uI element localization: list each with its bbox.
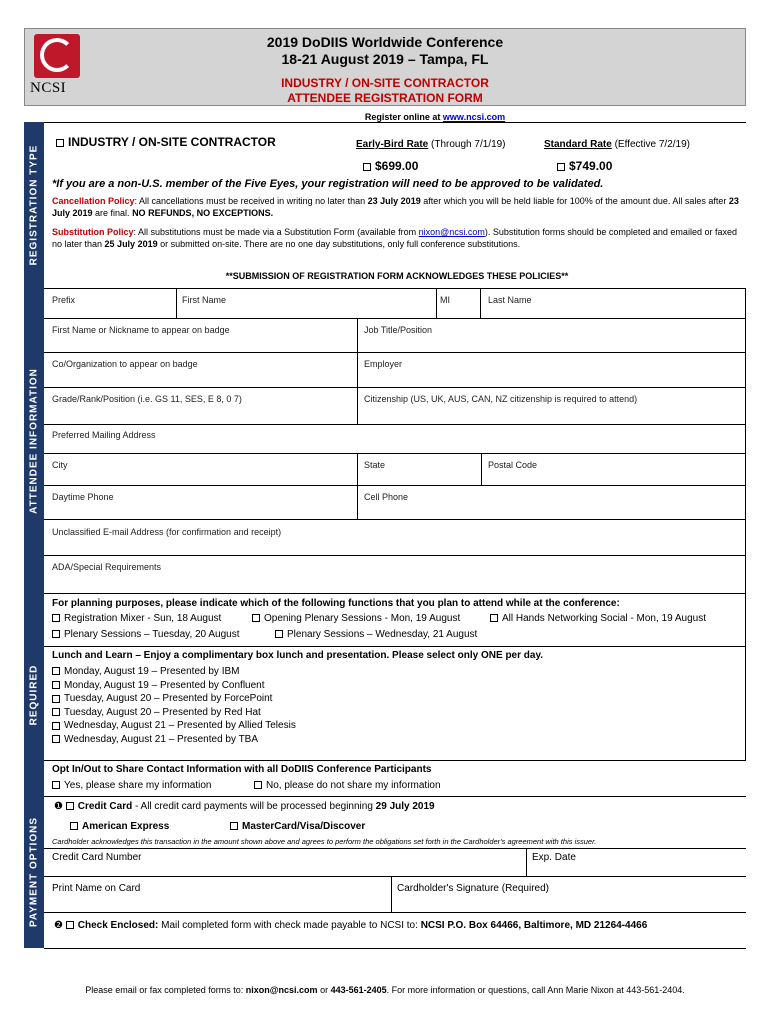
check-option[interactable]: ❷ Check Enclosed: Mail completed form with check made payable to NCSI to: NCSI P.O. Box 64466, Baltimore, MD 21264-4466: [54, 920, 648, 931]
checkbox-icon[interactable]: [52, 722, 60, 730]
checkbox-icon[interactable]: [52, 708, 60, 716]
planning-title: For planning purposes, please indicate which of the following functions that you plan to attend while at the conference:: [52, 598, 620, 609]
divider: [44, 519, 746, 520]
form-subtitle-1: INDUSTRY / ON-SITE CONTRACTOR: [281, 76, 489, 90]
signature-field[interactable]: Cardholder's Signature (Required): [397, 883, 549, 894]
form-subtitle-2: ATTENDEE REGISTRATION FORM: [287, 91, 483, 105]
footer-note: Please email or fax completed forms to: nixon@ncsi.com or 443-561-2405. For more information or questions, call Ann Marie Nixon at 443-561-2404.: [85, 985, 685, 995]
divider: [44, 646, 746, 647]
sidebar-registration-type: REGISTRATION TYPE: [24, 122, 44, 288]
prefix-field[interactable]: Prefix: [52, 295, 76, 305]
conference-title: 2019 DoDIIS Worldwide Conference: [266, 34, 504, 50]
divider: [357, 318, 358, 424]
divider: [481, 453, 482, 485]
checkbox-icon[interactable]: [275, 630, 283, 638]
checkbox-icon[interactable]: [363, 163, 371, 171]
employer-field[interactable]: Employer: [364, 359, 403, 369]
checkbox-icon[interactable]: [52, 614, 60, 622]
cancellation-policy: Cancellation Policy: All cancellations must be received in writing no later than 23 July 2019 after which you will be held liable for 100% of the amount due. All sales after 23 July 2019 are final. NO REFUNDS, NO EXCEPTIONS.: [52, 196, 739, 218]
func-registration-mixer[interactable]: Registration Mixer - Sun, 18 August: [52, 613, 221, 624]
exp-date-field[interactable]: Exp. Date: [532, 852, 576, 863]
state-field[interactable]: State: [364, 460, 386, 470]
acknowledge-note: **SUBMISSION OF REGISTRATION FORM ACKNOWLEDGES THESE POLICIES**: [225, 271, 569, 281]
mc-visa-option[interactable]: MasterCard/Visa/Discover: [230, 821, 365, 832]
checkbox-icon[interactable]: [56, 139, 64, 147]
sidebar-required: REQUIRED: [24, 593, 44, 796]
divider: [44, 288, 746, 289]
func-networking-social[interactable]: All Hands Networking Social - Mon, 19 August: [490, 613, 706, 624]
opt-in-yes[interactable]: Yes, please share my information: [52, 780, 212, 791]
organization-field[interactable]: Co/Organization to appear on badge: [52, 359, 198, 369]
lunch-list: [52, 665, 296, 747]
divider: [391, 876, 392, 912]
amex-option[interactable]: American Express: [70, 821, 169, 832]
optin-title: Opt In/Out to Share Contact Information with all DoDIIS Conference Participants: [52, 764, 432, 775]
lunch-title: Lunch and Learn – Enjoy a complimentary box lunch and presentation. Please select only ONE per day.: [52, 650, 544, 661]
divider: [44, 948, 746, 949]
divider: [44, 555, 746, 556]
checkbox-icon[interactable]: [66, 921, 74, 929]
divider: [357, 453, 358, 519]
func-opening-plenary[interactable]: Opening Plenary Sessions - Mon, 19 August: [252, 613, 460, 624]
divider: [44, 485, 746, 486]
mi-field[interactable]: MI: [440, 295, 450, 305]
checkbox-icon[interactable]: [52, 681, 60, 689]
opt-out-no[interactable]: No, please do not share my information: [254, 780, 441, 791]
lunch-option[interactable]: Tuesday, August 20 – Presented by Red Hat: [52, 706, 296, 720]
divider: [745, 288, 746, 593]
credit-card-option[interactable]: ❶ Credit Card - All credit card payments will be processed beginning 29 July 2019: [54, 801, 435, 812]
checkbox-icon[interactable]: [557, 163, 565, 171]
checkbox-icon[interactable]: [52, 735, 60, 743]
last-name-field[interactable]: Last Name: [488, 295, 532, 305]
checkbox-icon[interactable]: [490, 614, 498, 622]
divider: [44, 593, 746, 594]
logo-text: NCSI: [30, 80, 67, 96]
substitution-email-link[interactable]: nixon@ncsi.com: [418, 227, 485, 237]
checkbox-icon[interactable]: [52, 667, 60, 675]
early-price-option[interactable]: $699.00: [363, 159, 418, 173]
lunch-option[interactable]: Wednesday, August 21 – Presented by Allied Telesis: [52, 719, 296, 733]
func-plenary-tuesday[interactable]: Plenary Sessions – Tuesday, 20 August: [52, 629, 239, 640]
conference-dates: 18-21 August 2019 – Tampa, FL: [281, 51, 489, 67]
early-bird-heading: Early-Bird Rate (Through 7/1/19): [356, 139, 506, 150]
sidebar-payment-options: PAYMENT OPTIONS: [24, 796, 44, 948]
lunch-option[interactable]: Tuesday, August 20 – Presented by ForcePoint: [52, 692, 296, 706]
divider: [44, 387, 746, 388]
email-field[interactable]: Unclassified E-mail Address (for confirmation and receipt): [52, 527, 282, 537]
divider: [44, 122, 746, 123]
lunch-option[interactable]: Monday, August 19 – Presented by IBM: [52, 665, 296, 679]
sidebar-attendee-info: ATTENDEE INFORMATION: [24, 288, 44, 593]
divider: [44, 352, 746, 353]
checkbox-icon[interactable]: [52, 695, 60, 703]
logo-swirl-icon: [40, 38, 74, 72]
cardholder-note: Cardholder acknowledges this transaction in the amount shown above and agrees to perform the obligations set forth in the Cardholder's agreement with this issuer.: [52, 837, 597, 846]
checkbox-icon[interactable]: [52, 781, 60, 789]
daytime-phone-field[interactable]: Daytime Phone: [52, 492, 114, 502]
lunch-option[interactable]: Wednesday, August 21 – Presented by TBA: [52, 733, 296, 747]
checkbox-icon[interactable]: [252, 614, 260, 622]
credit-card-number-field[interactable]: Credit Card Number: [52, 852, 142, 863]
divider: [44, 848, 746, 849]
func-plenary-wednesday[interactable]: Plenary Sessions – Wednesday, 21 August: [275, 629, 477, 640]
checkbox-icon[interactable]: [52, 630, 60, 638]
divider: [745, 593, 746, 760]
checkbox-icon[interactable]: [70, 822, 78, 830]
print-name-field[interactable]: Print Name on Card: [52, 883, 141, 894]
postal-code-field[interactable]: Postal Code: [488, 460, 538, 470]
first-name-field[interactable]: First Name: [182, 295, 227, 305]
job-title-field[interactable]: Job Title/Position: [364, 325, 433, 335]
divider: [44, 912, 746, 913]
standard-heading: Standard Rate (Effective 7/2/19): [544, 139, 690, 150]
number-two-icon: ❷: [54, 920, 63, 931]
divider: [526, 848, 527, 876]
divider: [44, 796, 746, 797]
divider: [44, 453, 746, 454]
standard-price-option[interactable]: $749.00: [557, 159, 612, 173]
ada-field[interactable]: ADA/Special Requirements: [52, 562, 162, 572]
industry-option[interactable]: INDUSTRY / ON-SITE CONTRACTOR: [56, 135, 276, 149]
divider: [44, 424, 746, 425]
divider: [44, 876, 746, 877]
checkbox-icon[interactable]: [230, 822, 238, 830]
checkbox-icon[interactable]: [254, 781, 262, 789]
divider: [176, 288, 177, 318]
grade-field[interactable]: Grade/Rank/Position (i.e. GS 11, SES, E 8, 0 7): [52, 394, 242, 404]
lunch-option[interactable]: Monday, August 19 – Presented by Confluent: [52, 679, 296, 693]
register-link[interactable]: www.ncsi.com: [442, 112, 506, 122]
five-eyes-note: *If you are a non-U.S. member of the Five Eyes, your registration will need to be approved to be validated.: [52, 178, 604, 190]
badge-name-field[interactable]: First Name or Nickname to appear on badge: [52, 325, 230, 335]
number-one-icon: ❶: [54, 801, 63, 812]
city-field[interactable]: City: [52, 460, 68, 470]
citizenship-field[interactable]: Citizenship (US, UK, AUS, CAN, NZ citizenship is required to attend): [364, 394, 638, 404]
divider: [436, 288, 437, 318]
divider: [44, 760, 746, 761]
cell-phone-field[interactable]: Cell Phone: [364, 492, 409, 502]
substitution-policy: Substitution Policy: All substitutions must be made via a Substitution Form (available from nixon@ncsi.com). Substitution forms should be completed and emailed or faxed no later than 25 July 2019 or submitted on-site. There are no one day substitutions, only full conference substitutions.: [52, 227, 737, 249]
divider: [44, 318, 746, 319]
footer-email[interactable]: nixon@ncsi.com: [245, 985, 318, 995]
checkbox-icon[interactable]: [66, 802, 74, 810]
divider: [480, 288, 481, 318]
register-online: Register online at www.ncsi.com: [364, 112, 506, 122]
mailing-address-field[interactable]: Preferred Mailing Address: [52, 430, 156, 440]
